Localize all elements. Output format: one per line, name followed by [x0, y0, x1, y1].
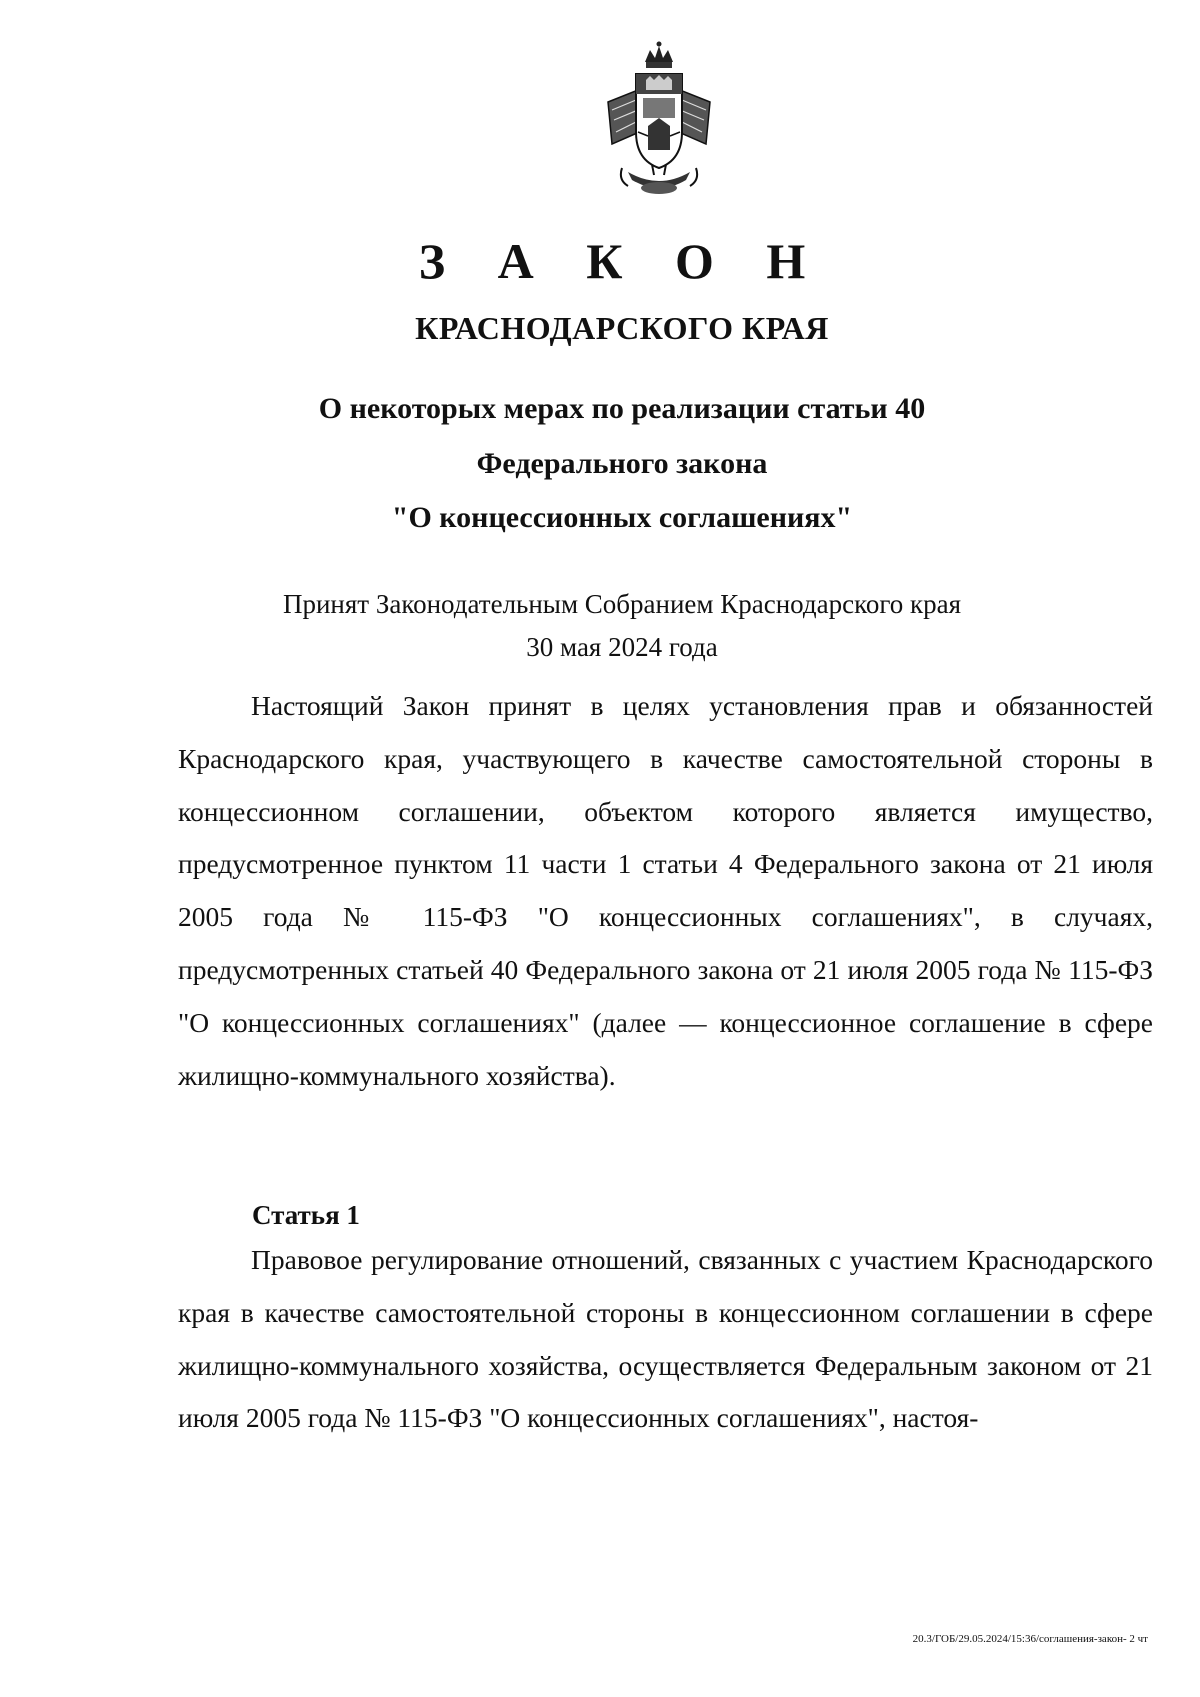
preamble-paragraph: Настоящий Закон принят в целях установления прав и обязанностей Краснодарского края, участвующего в качестве самостоятельной стороны в концессионном соглашении, объектом которого является имущество, предусмотренное пунктом 11 части 1 статьи 4 Федерального закона от 21 июля 2005 года № 115-ФЗ "О концессионных соглашениях", в случаях, предусмотренных статьей 40 Федерального закона от 21 июля 2005 года № 115-ФЗ "О концессионных соглашениях" (далее — концессионное соглашение в сфере жилищно-коммунального хозяйства).	[178, 690, 1153, 1091]
document-title: З А К О Н	[418, 233, 826, 289]
coat-of-arms-emblem	[598, 40, 720, 200]
document-subtitle: КРАСНОДАРСКОГО КРАЯ	[415, 310, 829, 346]
adopted-date: 30 мая 2024 года	[526, 632, 718, 662]
heading-line-2: Федерального закона	[476, 447, 768, 480]
adopted-by-line: Принят Законодательным Собранием Краснодарского края	[282, 589, 962, 619]
document-footer-code: 20.3/ГОБ/29.05.2024/15:36/соглашения-закон- 2 чт	[912, 1633, 1148, 1645]
heading-line-1: О некоторых мерах по реализации статьи 40	[318, 392, 926, 425]
article-1-text: Правовое регулирование отношений, связанных с участием Краснодарского края в качестве самостоятельной стороны в концессионном соглашении в сфере жилищно-коммунального хозяйства, осуществляется Федеральным законом от 21 июля 2005 года № 115-ФЗ "О концессионных соглашениях", настоя-	[178, 1244, 1153, 1434]
heading-line-3: "О концессионных соглашениях"	[391, 501, 853, 534]
article-1-title: Статья 1	[252, 1200, 360, 1230]
